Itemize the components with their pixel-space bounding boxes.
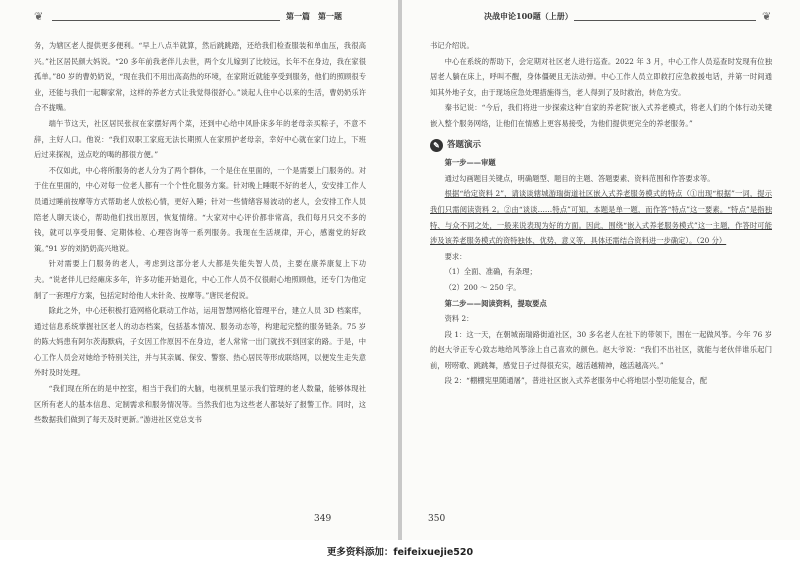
left-page-header [0,10,398,24]
requirements-label: 要求： [444,251,467,261]
footer-banner: 更多资料添加：feifeixuejie520 [0,540,800,566]
paragraph: 秦书记说：“今后，我们将进一步探索这种‘自家的养老院’嵌入式养老模式，将老人们的个体行动关键嵌入整个服务网络，让他们在情感上更容易接受，为他们提供更完全的养老服务。” [430,103,772,128]
paragraph: 针对需要上门服务的老人，考虑到这部分老人大都是失能失智人员，主要在康养康复上下功夫。“说老伴儿已经瘫床多年，许多功能开始退化，中心工作人员不仅很耐心地照顾他，还专门为他定制了一套理疗方案，包括定时给他人未针灸、按摩等。”唐民老倪说。 [34,259,366,300]
right-page [402,0,800,540]
left-header-title: 第一篇 第一题 [286,11,342,21]
right-page-header [402,10,800,24]
header-rule [52,20,280,21]
page-number: 350 [428,514,446,524]
paragraph: 除此之外，中心还积极打造网格化联动工作站，运用智慧网格化管理平台，建立人员 3D 档案库，通过信息系统掌握社区老人的动态档案，包括基本情况、服务动态等，构建起完整的服务链条。75 岁的陈大妈患有阿尔茨海默病，子女因工作原因不在身边，老人常常一出门就找不到回家的路。于是，中心工作人员会对她给予特别关注，并与其亲属、保安、警察、热心居民等形成联络网，以便发生走失意外时及时处理。 [34,306,366,378]
paragraph: “我们现在所在的是中控室，相当于我们的大脑，电视机里显示我们管理的老人数量，能够体现社区所有老人的基本信息、定制需求和服务情况等。当然我们也为这些老人都装好了报警工作。同时，这些数据我们做到了每天及时更新。”游进社区党总支书 [34,384,366,425]
paragraph: 段 2：“棚棚宪里随通屠”，普进社区嵌入式养老服务中心将地层小型功能复合，配 [444,376,708,386]
pen-icon: ✎ [430,139,443,152]
paragraph: 段 1：这一天，在朝城南瑞路街道社区，30 多名老人在社下的带领下，围在一起做风筝。今年 76 岁的赵大爷正专心致志地给风筝涂上自己喜欢的颜色。赵大爷说：“我们不出社区，就能与老伙伴谁乐起门前，唠唠歌、跳跳舞，感觉日子过得很充实，越活越精神，越活越高兴。” [430,329,772,370]
left-body-text [34,38,366,428]
section-title: 答题演示 [447,139,482,150]
paragraph: 不仅如此，中心将所服务的老人分为了两个群体，一个是住在里面的，一个是需要上门服务的。对于住在里面的，中心对每一位老人都有一个个性化服务方案。针对晚上睡眠不好的老人，安安排工作人员通过睡前按摩等方式帮助老人放松心情，更好入睡；针对一些情绪容易波动的老人，会安排工作人员陪老人聊天谈心，帮助他们找出原因，恢复情绪。“大家对中心评价都非常高，我们每月只交不多的钱，就可以享受用餐、定期体检、心理咨询等一系列服务。我现在生活规律，开心，感谢党的好政策。”91 岁的刘奶奶高兴地说。 [34,165,366,253]
right-body-text [430,38,772,389]
leaf-ornament-icon: ❦ [34,10,44,23]
paragraph: 务，为辖区老人提供更多便利。“早上八点半就算，然后跳跳踏，还给我们检查服装和单血压，我很高兴。”社区居民颜大妈说。“20 多年前我老伴儿去世，两个女儿嫁到了比较远，长年不在身边，我在家很孤单。”80 岁的曹奶奶说，“现在我们不用出高高热的环境，在家附近就能享受到服务，他们的照顾很专业，还能与我们一起聊家常，这样的养老方式让我觉得很舒心。”谈起人住中心以来的生活，曹奶奶乐许合不拢嘴。 [34,41,366,113]
question-paragraph: 根据“给定资料 2”，请谈谈辖城游瑞街道社区嵌入式养老服务模式的特点（①出现“根据”一词，提示我们只需阅读资料 2。②由“谈谈……特点”可知，本题是单一题，而作答“特点”这一要素。“特点”是指独特、与众不同之处，一般来说表现为好的方面。因此，围绕“嵌入式养老服务模式”这一主题，作答时可能涉及该养老服务模式的资特独体、优势、意义等，具体还需结合资料进一步确定）。（20 分） [430,189,772,246]
paragraph: 书记介绍说。 [430,41,474,50]
left-page [0,0,398,540]
header-rule [574,20,756,21]
step-title: 第一步——审题 [444,158,496,168]
requirement-item: （2）200 ～ 250 字。 [444,282,521,292]
leaf-ornament-icon: ❦ [762,10,772,23]
paragraph: 中心在系统的帮助下，会定期对社区老人进行巡查。2022 年 3 月，中心工作人员巡查时发现有位独居老人躺在床上，呼叫不醒，身体僵硬且无法动弹。中心工作人员立即救打应急救援电话，并第一时间通知其外地子女，由于现场应急处理措施得当，老人得到了及时救治，转危为安。 [430,56,772,97]
step-title: 第二步——阅读资料，提取要点 [444,298,547,308]
requirement-item: （1）全面、准确，有条理； [444,267,537,277]
right-header-title: 决战申论100题（上册） [484,11,573,21]
paragraph: 端午节这天，社区居民张叔在家摆好两个菜，还到中心给中风卧床多年的老母亲买粽子，不意不辞，主好人口。他说：“我们双职工家庭无法长期照人在家照护老母亲，幸好中心就在家门边上，下班后过来探视，送点吃的喝的都很方便。” [34,118,366,160]
section-heading [430,138,772,154]
paragraph: 通过勾画题目关键点，明确题型、题目的主题、答题要素、资料范围和作答要求等。 [444,173,715,183]
page-number: 349 [314,514,332,524]
material-label: 资料 2： [444,314,474,324]
